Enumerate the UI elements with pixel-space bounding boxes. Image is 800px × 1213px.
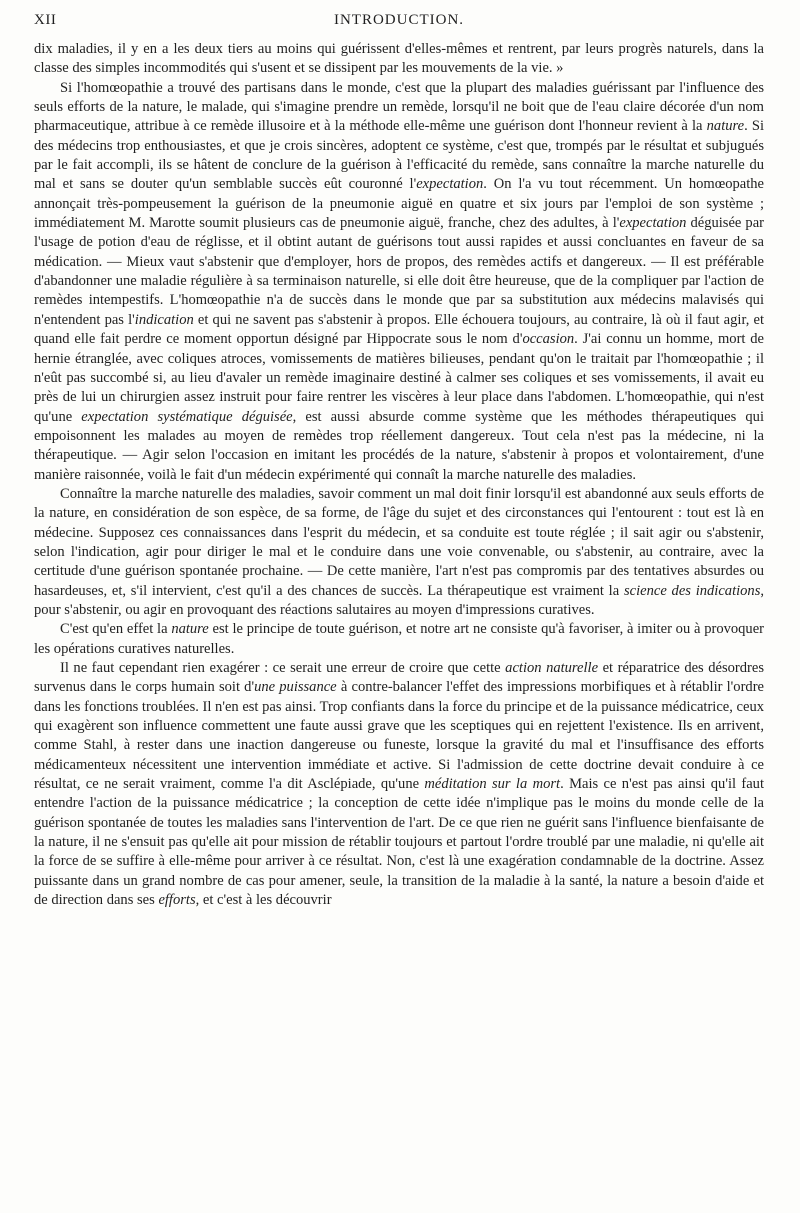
italic-text: méditation sur la mort [424, 776, 561, 793]
body-text [34, 40, 764, 910]
italic-text: indication [134, 311, 194, 328]
text-run: Connaître la marche naturelle des maladies, savoir comment un mal doit finir lorsqu'il est abandonné aux seuls efforts de la nature, en considération de son espèce, de sa forme, de l'âge du sujet et des circonstances qui l'entourent : tout est là en médecine. Supposez ces connaissances dans l'esprit du médecin, et sa conduite est toute réglée ; il sait agir ou s'abstenir, selon l'indication, agir pour diriger le mal et le conduire dans une voie convenable, ou s'abstenir, au contraire, avec la certitude d'une guérison spontanée prochaine. — De cette manière, l'art n'est pas compromis par des tentatives absurdes ou hasardeuses, et, s'il intervient, c'est qu'il a des chances de succès. La thérapeutique est vraiment la [34, 485, 764, 599]
text-run: à contre-balancer l'effet des impressions morbifiques et à rétablir l'ordre dans les fonctions troublées. Il n'en est pas ainsi. Trop confiants dans la force du principe et de la puissance médicatrice, ceux qui exagèrent son influence commettent une faute aussi grave que les sceptiques qui en rejettent l'existence. Ils en arrivent, comme Stahl, à rester dans une inaction dangereuse ou funeste, lorsque la gravité du mal et l'insuffisance des efforts médicamenteux nécessitent une intervention immédiate et active. Si l'admission de cette doctrine devait conduire à ce résultat, ce ne serait vraiment, comme l'a dit Asclépiade, qu'une [34, 679, 764, 793]
italic-text: nature [171, 621, 209, 638]
paragraph [34, 659, 764, 910]
text-run: . J'ai connu un homme, mort de hernie étranglée, avec coliques atroces, vomissements de matières bilieuses, pendant qu'on le traitait par l'homœopathie ; il n'eût pas succombé si, au lieu d'avaler un remède imaginaire destiné à calmer ses coliques et ses vomissements, il avait eu près de lui un chirurgien assez instruit pour faire rentrer les viscères à leur place dans l'abdomen. L'homœopathie, qui n'est qu'une [34, 331, 765, 425]
running-title: INTRODUCTION. [333, 12, 465, 28]
text-run: Si l'homœopathie a trouvé des partisans dans le monde, c'est que la plupart des maladies guérissant par l'influence des seuls efforts de la nature, le malade, qui s'imagine prendre un remède, lorsqu'il ne boit que de l'eau claire décorée d'un nom pharmaceutique, attribue à ce remède illusoire et à la méthode elle-même une guérison dont l'honneur revient à la [34, 79, 764, 135]
text-run: , et c'est à les découvrir [195, 892, 332, 909]
text-run: , est aussi absurde comme système que les méthodes thérapeutiques qui empoisonnent les malades au moyen de remèdes trop réellement dangereux. Tout cela n'est pas la médecine, ni la thérapeutique. — Agir selon l'occasion en imitant les procédés de la nature, s'abstenir à propos et volontairement, d'une manière raisonnée, voilà le fait d'un médecin expérimenté qui connaît la marche naturelle des maladies. [34, 408, 764, 483]
italic-text: expectation [416, 176, 484, 193]
paragraph [34, 620, 764, 659]
text-run: et réparatrice des désordres survenus dans le corps humain soit d' [34, 660, 764, 696]
italic-text: expectation [619, 215, 687, 232]
running-head [34, 8, 764, 34]
text-run: dix maladies, il y en a les deux tiers au moins qui guérissent d'elles-mêmes et rentrent, par leurs progrès naturels, dans la classe des simples incommodités qui s'usent et se dissipent par les mouvements de la vie. » [34, 41, 764, 77]
text-run: est le principe de toute guérison, et notre art ne consiste qu'à favoriser, à imiter ou à provoquer les opérations curatives naturelles. [34, 621, 764, 657]
italic-text: efforts [158, 892, 196, 909]
paragraph [34, 485, 764, 620]
text-run: . On l'a vu tout récemment. Un homœopathe annonçait très-pompeusement la guérison de la pneumonie aiguë en quatre et six jours par l'emploi de son système ; immédiatement M. Marotte soumit plusieurs cas de pneumonie aiguë, franche, chez des adultes, à l' [34, 176, 764, 232]
page-number: XII [34, 12, 57, 28]
italic-text: science des indications [623, 582, 761, 599]
paragraph [34, 79, 764, 485]
italic-text: expectation systématique déguisée [81, 408, 293, 425]
text-run: C'est qu'en effet la [60, 621, 172, 638]
paragraph [34, 40, 764, 79]
page-content [34, 8, 764, 910]
text-run: . Mais ce n'est pas ainsi qu'il faut entendre l'action de la puissance médicatrice ; la conception de cette idée n'implique pas le moins du monde celle de la guérison spontanée de toutes les maladies sans l'intervention de l'art. De ce que rien ne guérit sans l'influence bienfaisante de la nature, il ne s'ensuit pas qu'elle ait pour mission de rétablir toujours et partout l'ordre troublé par une maladie, ni qu'elle ait la force de se suffire à elle-même pour arriver à ce résultat. Non, c'est là une exagération condamnable de la doctrine. Assez puissante dans un grand nombre de cas pour amener, seule, la transition de la maladie à la santé, la nature a besoin d'aide et de direction dans ses [34, 776, 765, 909]
text-run: Il ne faut cependant rien exagérer : ce serait une erreur de croire que cette [60, 660, 506, 676]
text-run: déguisée par l'usage de potion d'eau de réglisse, et il obtint autant de guérisons tout aussi rapides et aussi concluantes en faveur de sa médication. — Mieux vaut s'abstenir que d'employer, hors de propos, des remèdes actifs et dangereux. — Il est préférable d'abandonner une maladie régulière à sa terminaison naturelle, si elle doit être heureuse, que de la compliquer par l'action de remèdes intempestifs. L'homœopathie n'a de succès dans le monde que par sa substitution aux médecins malavisés qui n'entendent pas l' [34, 215, 765, 328]
text-run: . Si des médecins trop enthousiastes, et que je crois sincères, adoptent ce système, c'est que, trompés par le résultat et subjugués par le fait accompli, ils se hâtent de conclure de la guérison à l'efficacité du remède, sans connaître la marche naturelle du mal et sans se douter qu'un semblable succès eût couronné l' [34, 118, 764, 193]
italic-text: nature [706, 118, 745, 135]
text-run: et qui ne savent pas s'abstenir à propos. Elle échouera toujours, au contraire, là où il faut agir, et quand elle fait perdre ce moment opportun désigné par Hippocrate sous le nom d' [34, 311, 764, 348]
italic-text: une puissance [254, 679, 337, 696]
italic-text: occasion [522, 331, 575, 348]
italic-text: action naturelle [505, 660, 599, 676]
text-run: , pour s'abstenir, ou agir en provoquant des réactions salutaires au moyen d'impressions curatives. [34, 582, 765, 618]
